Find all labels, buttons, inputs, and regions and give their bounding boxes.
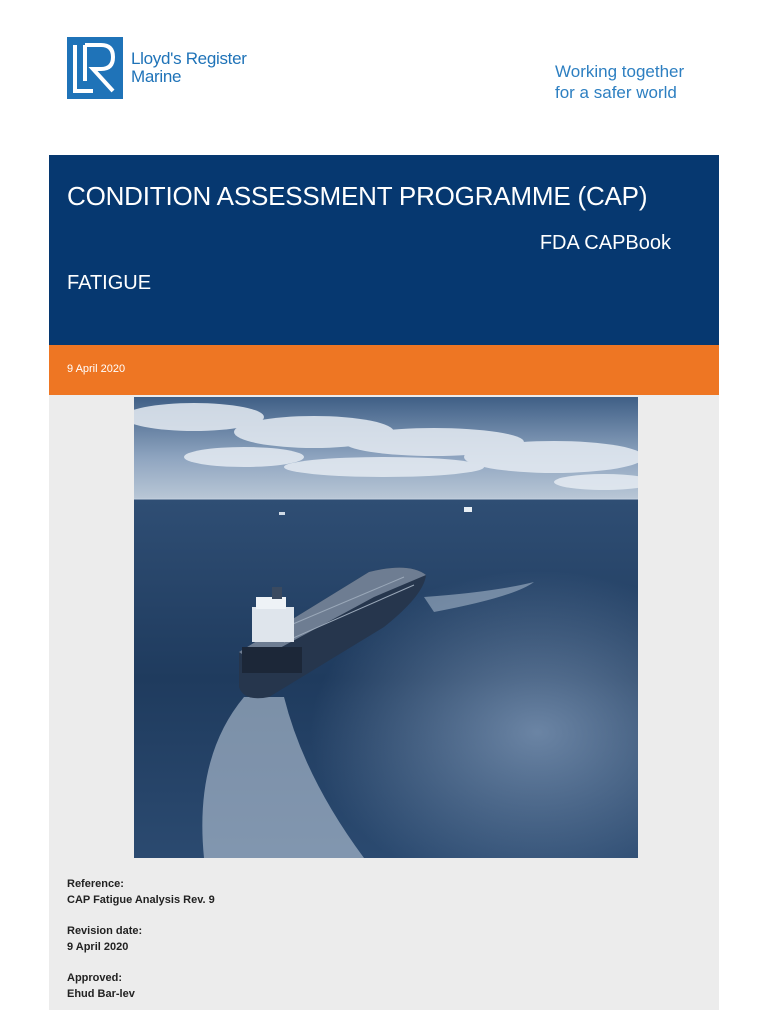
revision-date-value: 9 April 2020 (67, 941, 129, 953)
document-topic: FATIGUE (67, 272, 152, 294)
reference-value: CAP Fatigue Analysis Rev. 9 (67, 894, 215, 906)
tagline (555, 61, 684, 103)
reference-label: Reference: (67, 878, 124, 890)
document-metadata (67, 876, 215, 1017)
tagline-line-2: for a safer world (555, 83, 677, 102)
document-title: CONDITION ASSESSMENT PROGRAMME (CAP) (67, 181, 648, 211)
lr-logo-icon (67, 37, 123, 99)
document-date: 9 April 2020 (67, 363, 126, 375)
tanker-ship-photo (134, 397, 638, 858)
approved-value: Ehud Bar-lev (67, 988, 135, 1000)
title-banner (49, 155, 719, 345)
date-banner (49, 345, 719, 395)
tagline-line-1: Working together (555, 62, 685, 81)
approved-label: Approved: (67, 972, 122, 984)
lloyds-register-logo (67, 37, 247, 99)
logo-text-division: Marine (131, 67, 182, 86)
document-subtitle: FDA CAPBook (539, 232, 671, 254)
revision-date-label: Revision date: (67, 925, 143, 937)
logo-text-company: Lloyd's Register (131, 49, 247, 68)
